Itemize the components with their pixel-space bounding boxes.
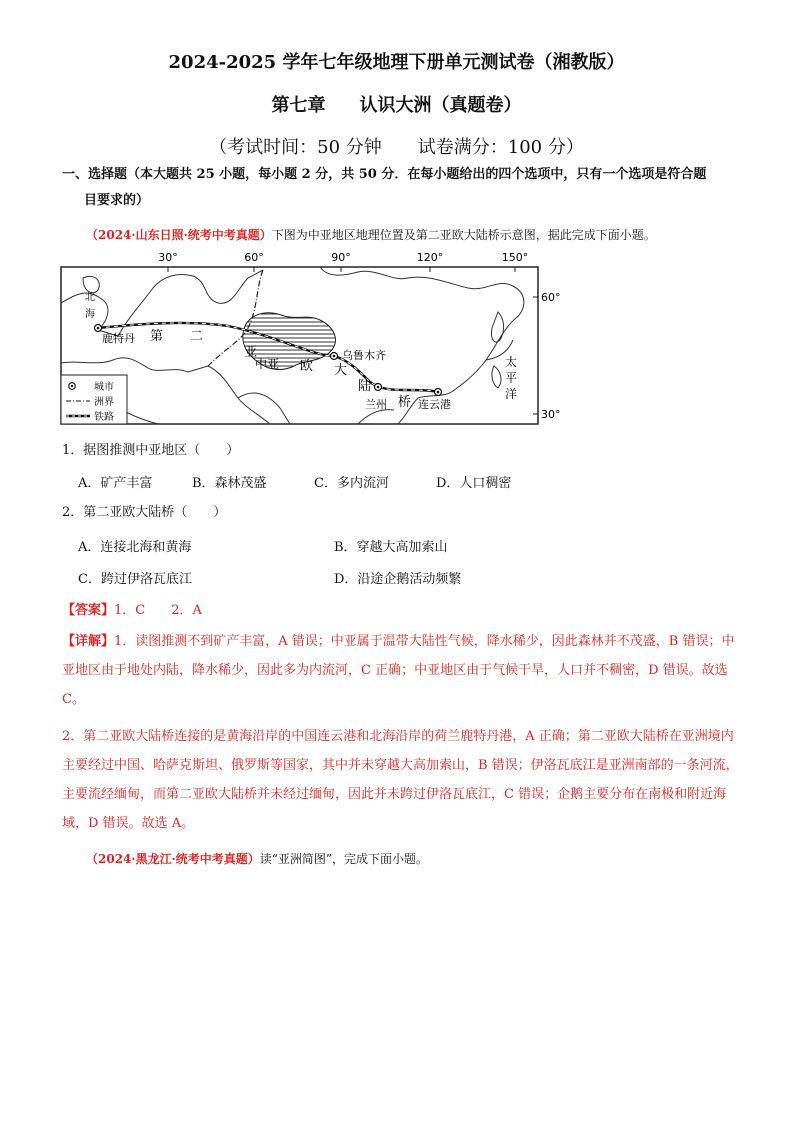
label-north-sea-2: 海 [85, 309, 95, 320]
detail-paragraph-2: 2．第二亚欧大陆桥连接的是黄海沿岸的中国连云港和北海沿岸的荷兰鹿特丹港，A 正确；第二亚欧大陆桥在亚洲境内主要经过中国、哈萨克斯坦、俄罗斯等国家，其中并未穿越大高加索山，B 错误；伊洛瓦底江是亚洲南部的一条河流，主要流经缅甸，而第二亚欧大陆桥并未经过缅甸，因此并未跨过伊洛瓦底江，C 错误；企鹅主要分布在南极和附近海域，D 错误。故选 A。 [62, 729, 739, 831]
bridge-char-7: 桥 [398, 395, 412, 410]
label-lianyungang: 连云港 [418, 398, 451, 411]
legend-boundary: 洲界 [94, 397, 114, 408]
bridge-char-1: 第 [150, 329, 164, 344]
answer-text: 1．C 2．A [114, 603, 202, 618]
source-intro: 下图为中亚地区地理位置及第二亚欧大陆桥示意图，据此完成下面小题。 [271, 228, 656, 242]
q1-option-b[interactable]: B．森林茂盛 [192, 476, 267, 491]
section-heading-line2: 目要求的） [84, 193, 150, 208]
central-asia-map [58, 248, 568, 428]
exam-info [0, 133, 793, 159]
q1-option-d[interactable]: D．人口稠密 [436, 476, 512, 491]
label-pacific-3: 洋 [505, 387, 518, 401]
bridge-char-5: 大 [334, 363, 348, 378]
source-tag: （2024·山东日照·统考中考真题） [86, 228, 272, 242]
exam-score: 试卷满分：100 分） [417, 137, 584, 158]
q1-option-a[interactable]: A．矿产丰富 [78, 476, 153, 491]
chapter-heading [0, 91, 793, 117]
chapter-number: 第七章 [271, 95, 326, 116]
q2-option-d[interactable]: D．沿途企鹅活动频繁 [334, 572, 462, 587]
detail-label: 【详解】 [62, 634, 115, 649]
q2-option-c[interactable]: C．跨过伊洛瓦底江 [78, 572, 192, 587]
lat-label-60: 60° [541, 291, 561, 304]
lon-label-60: 60° [244, 251, 264, 264]
legend-railway: 铁路 [94, 412, 114, 423]
label-rotterdam: 鹿特丹 [102, 332, 135, 345]
label-pacific-2: 平 [505, 371, 518, 385]
map-legend [61, 375, 127, 424]
bridge-char-2: 二 [190, 329, 204, 344]
answer-line [62, 596, 742, 625]
source-intro-2: 读“亚洲简图”，完成下面小题。 [259, 852, 429, 866]
bridge-char-4: 欧 [300, 359, 314, 374]
label-central-asia: 中亚 [255, 357, 280, 371]
exam-time: （考试时间：50 分钟 [209, 137, 382, 158]
legend-city: 城市 [94, 382, 114, 393]
q2-option-b[interactable]: B．穿越大高加索山 [334, 540, 448, 555]
section-heading-line1: 一、选择题（本大题共 25 小题，每小题 2 分，共 50 分．在每小题给出的四个选项中，只有一个选项是符合题 [62, 167, 707, 182]
label-urumqi: 乌鲁木齐 [342, 349, 386, 362]
answer-label: 【答案】 [62, 603, 115, 618]
bridge-char-6: 陆 [358, 379, 372, 394]
detail-p1-text: 1．读图推测不到矿产丰富，A 错误；中亚属于温带大陆性气候，降水稀少，因此森林并不茂盛，B 错误；中亚地区由于地处内陆，降水稀少，因此多为内流河，C 正确；中亚地区由于气候干旱，人口并不稠密，D 错误。故选 C。 [62, 634, 735, 707]
lon-label-30: 30° [158, 251, 178, 264]
detail-paragraph-1 [62, 627, 742, 714]
bridge-char-3: 亚 [244, 345, 258, 360]
question-1-stem: 1．据图推测中亚地区（ ） [62, 443, 240, 458]
page-title: 2024-2025 学年七年级地理下册单元测试卷（湘教版） [168, 52, 625, 73]
label-north-sea-1: 北 [85, 292, 95, 303]
question-group-source [86, 226, 656, 243]
lat-label-30: 30° [541, 408, 561, 421]
lon-label-90: 90° [331, 251, 351, 264]
source-tag-2: （2024·黑龙江·统考中考真题） [86, 852, 260, 866]
question-2-stem: 2．第二亚欧大陆桥（ ） [62, 505, 227, 520]
q1-option-c[interactable]: C．多内流河 [314, 476, 389, 491]
lon-label-150: 150° [501, 251, 529, 264]
lon-label-120: 120° [416, 251, 444, 264]
question-group-2-source [86, 850, 428, 867]
q2-option-a[interactable]: A．连接北海和黄海 [78, 540, 192, 555]
label-lanzhou: 兰州 [365, 398, 387, 411]
chapter-topic: 认识大洲（真题卷） [359, 95, 522, 116]
section-heading [62, 162, 752, 214]
label-pacific-1: 太 [505, 355, 518, 369]
